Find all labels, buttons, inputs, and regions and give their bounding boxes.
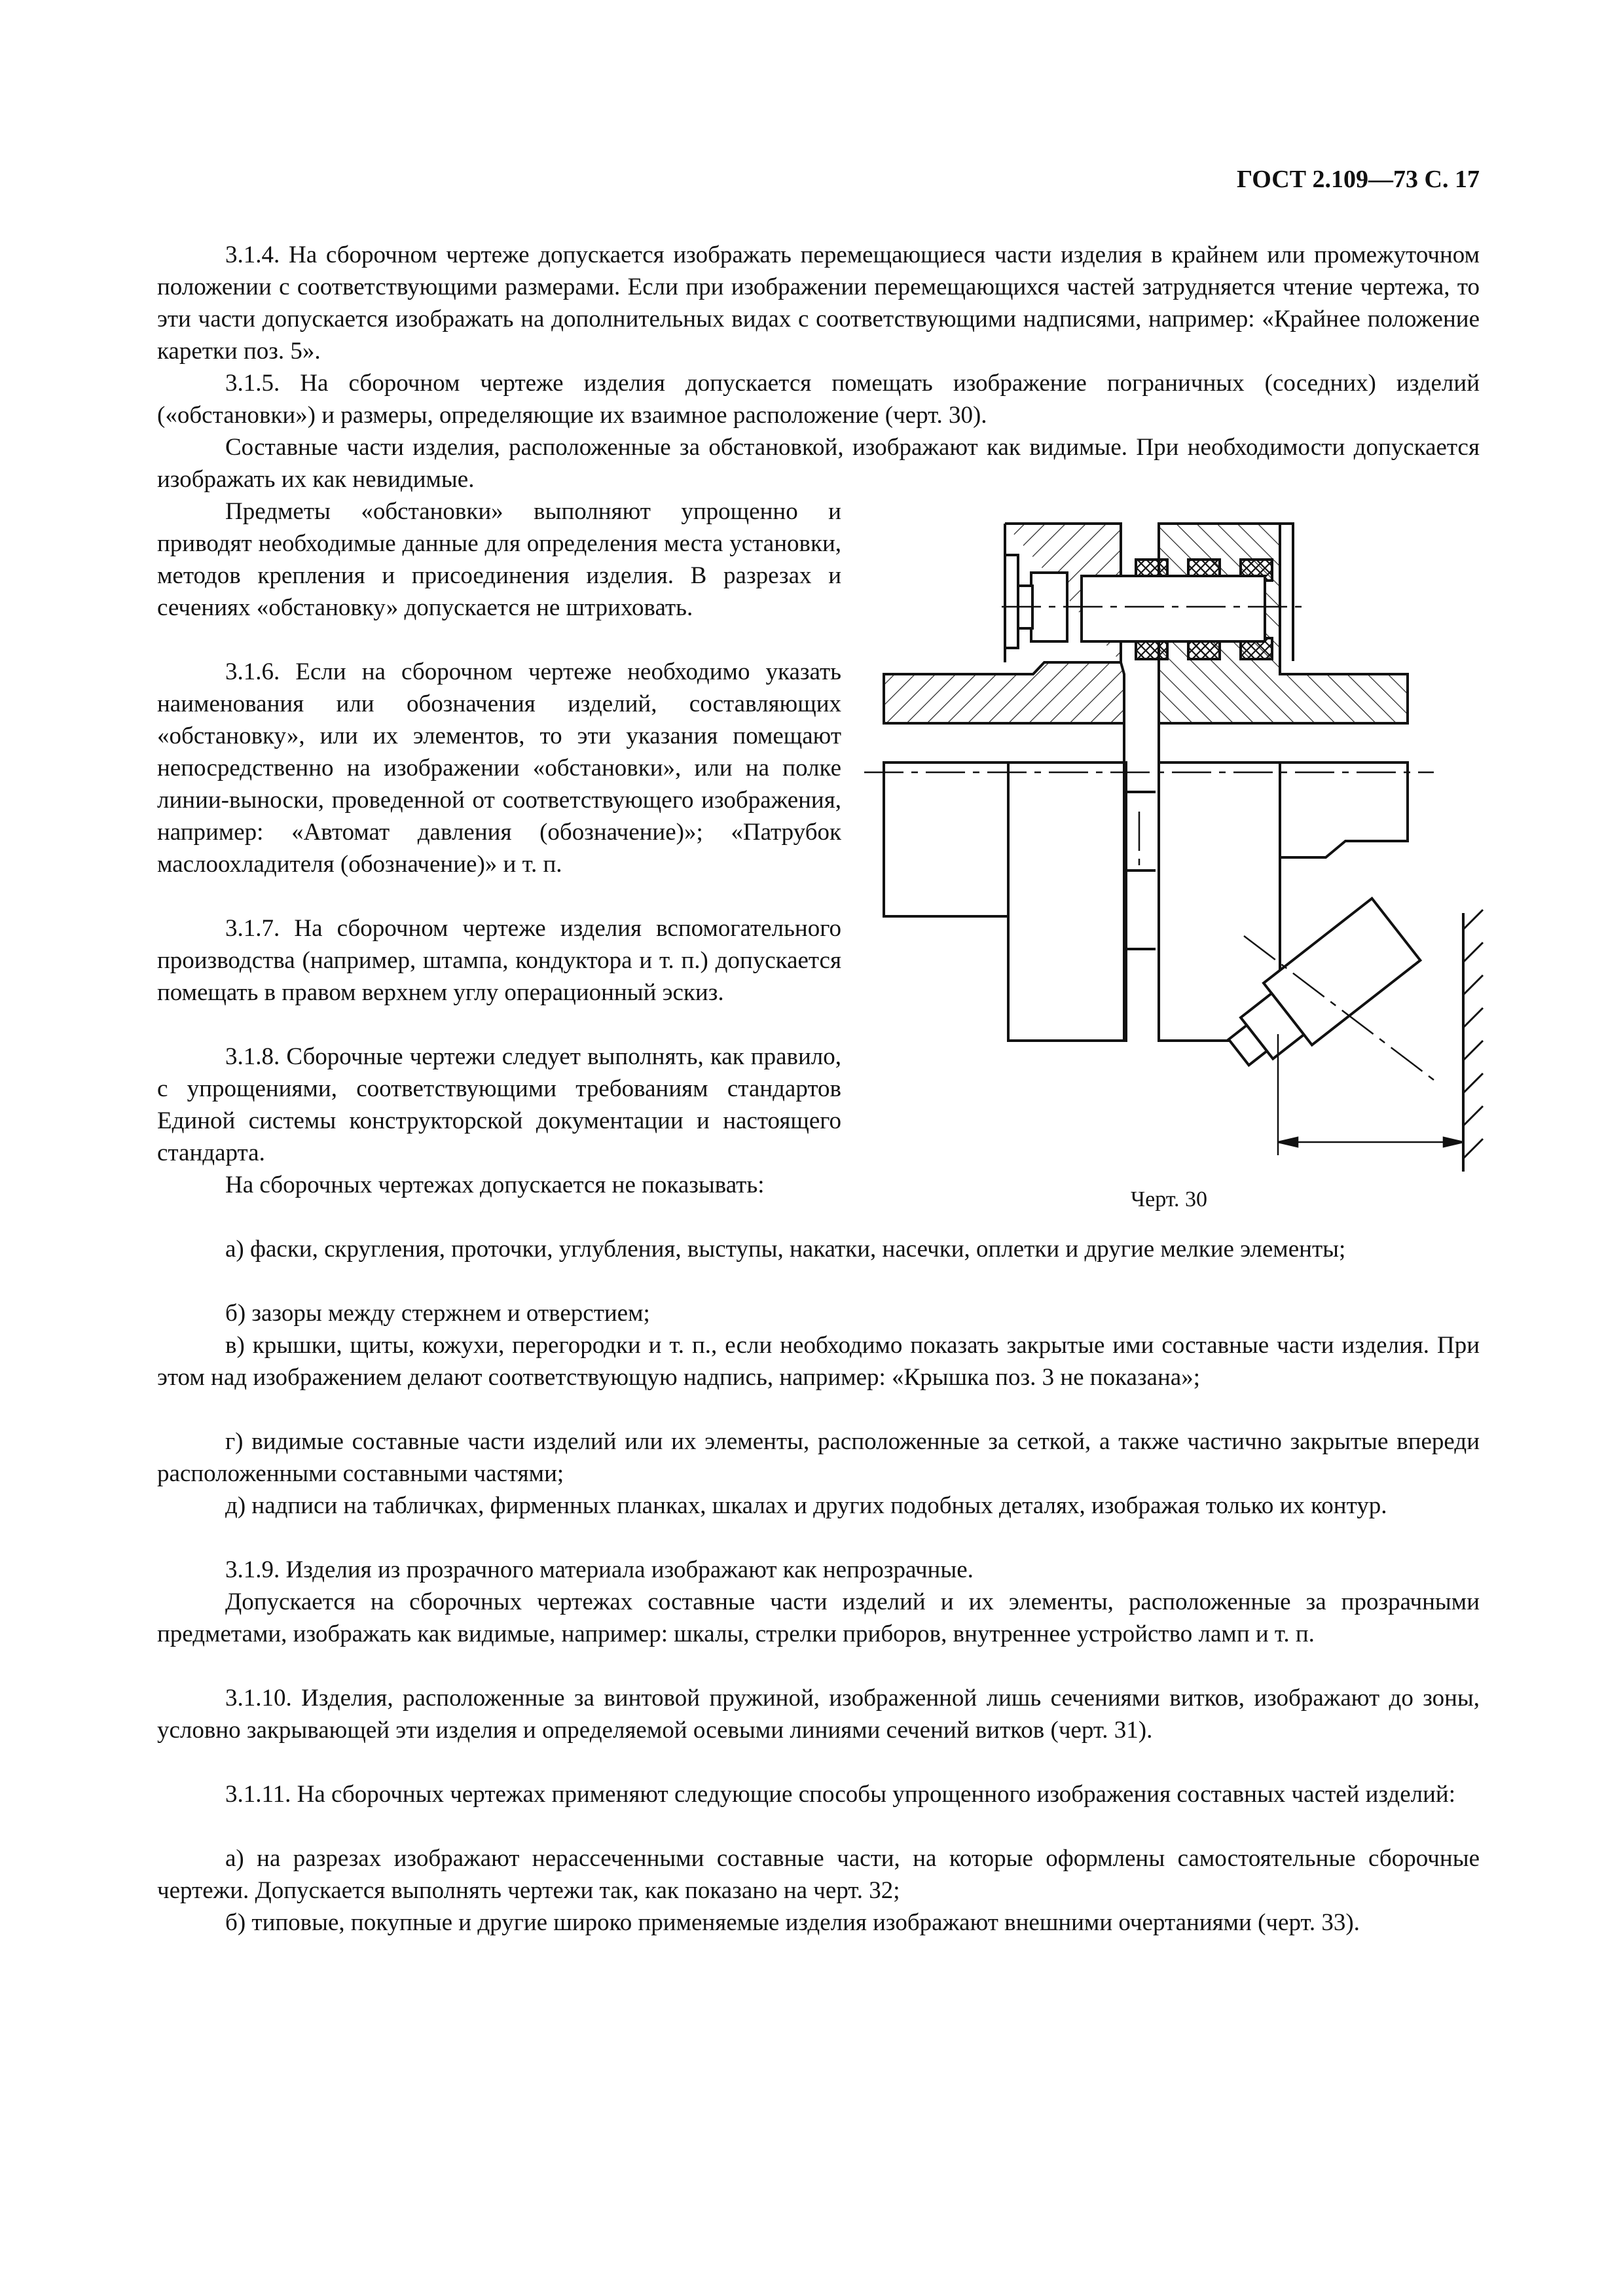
paragraph-3-1-9: 3.1.9. Изделия из прозрачного материала изображают как непрозрачные. (225, 1556, 974, 1583)
figure-caption: Черт. 30 (1131, 1187, 1208, 1211)
list-item-simplified-b: б) типовые, покупные и другие широко применяемые изделия изображают внешними очертаниями (черт. 33). (225, 1909, 1360, 1936)
right-hub (1159, 762, 1280, 1041)
paragraph-3-1-11: 3.1.11. На сборочных чертежах применяют следующие способы упрощенного изображения составных частей изделий: (225, 1781, 1455, 1808)
paragraph-3-1-7: 3.1.7. На сборочном чертеже изделия вспомогательного производства (например, штампа, кондуктора и т. п.) допускается помещать в правом верхнем углу операционный эскиз. (157, 915, 841, 1006)
paragraph-3-1-10: 3.1.10. Изделия, расположенные за винтовой пружиной, изображенной лишь сечениями витков, изображают до зоны, условно закрывающей эти изделия и определяемой осевыми линиями сечений витков (черт. 31). (157, 1685, 1480, 1744)
paragraph-transparent: Допускается на сборочных чертежах составные части изделий и их элементы, расположенные за прозрачными предметами, изображать как видимые, например: шкалы, стрелки приборов, внутреннее устройство ламп и т. п. (157, 1588, 1480, 1647)
list-item-v: в) крышки, щиты, кожухи, перегородки и т. п., если необходимо показать закрытые ими составные части изделия. При этом над изображением делают соответствующую надпись, например: «Крышка поз. 3 не показана»; (157, 1332, 1480, 1391)
left-hub (884, 762, 1008, 916)
list-item-a: а) фаски, скругления, проточки, углубления, выступы, накатки, насечки, оплетки и другие мелкие элементы; (225, 1236, 1346, 1263)
list-item-d: д) надписи на табличках, фирменных планках, шкалах и других подобных деталях, изображая только их контур. (225, 1492, 1387, 1519)
paragraph-3-1-4: 3.1.4. На сборочном чертеже допускается изображать перемещающиеся части изделия в крайнем или промежуточном положении с соответствующими размерами. Если при изображении перемещающихся частей затрудняется чтение чертежа, то эти части допускается изображать на дополнительных видах с соответствующими надписями, например: «Крайнее положение каретки поз. 5». (157, 242, 1480, 365)
bolt-pin (1082, 576, 1265, 641)
paragraph-environment-objects: Предметы «обстановки» выполняют упрощенно и приводят необходимые данные для определения места установки, методов крепления и присоединения изделия. В разрезах и сечениях «обстановку» допускается не штриховать. (157, 498, 841, 621)
paragraph-not-shown-intro: На сборочных чертежах допускается не показывать: (225, 1172, 765, 1198)
list-item-b: б) зазоры между стержнем и отверстием; (225, 1300, 650, 1327)
page-header: ГОСТ 2.109—73 С. 17 (1237, 166, 1480, 193)
paragraph-3-1-6: 3.1.6. Если на сборочном чертеже необходимо указать наименования или обозначения изделий, составляющих «обстановку», или их элементов, то эти указания помещают непосредственно на изображении «обстановки», или на полке линии-выноски, проведенной от соответствующего изображения, например: «Автомат давления (обозначение)»; «Патрубок маслоохладителя (обозначение)» и т. п. (157, 658, 841, 878)
paragraph-visible-parts: Составные части изделия, расположенные за обстановкой, изображают как видимые. При необходимости допускается изображать их как невидимые. (157, 434, 1480, 493)
assembly-drawing (864, 504, 1519, 1172)
list-item-g: г) видимые составные части изделий или их элементы, расположенные за сеткой, а также частично закрытые впереди расположенными составными частями; (157, 1428, 1480, 1487)
list-item-simplified-a: а) на разрезах изображают нерассеченными составные части, на которые оформлены самостоятельные сборочные чертежи. Допускается выполнять чертежи так, как показано на черт. 32; (157, 1845, 1480, 1904)
paragraph-3-1-5: 3.1.5. На сборочном чертеже изделия допускается помещать изображение пограничных (соседних) изделий («обстановки») и размеры, определяющие их взаимное расположение (черт. 30). (157, 370, 1480, 429)
paragraph-3-1-8: 3.1.8. Сборочные чертежи следует выполнять, как правило, с упрощениями, соответствующими требованиям стандартов Единой системы конструкторской документации и настоящего стандарта. (157, 1043, 841, 1166)
